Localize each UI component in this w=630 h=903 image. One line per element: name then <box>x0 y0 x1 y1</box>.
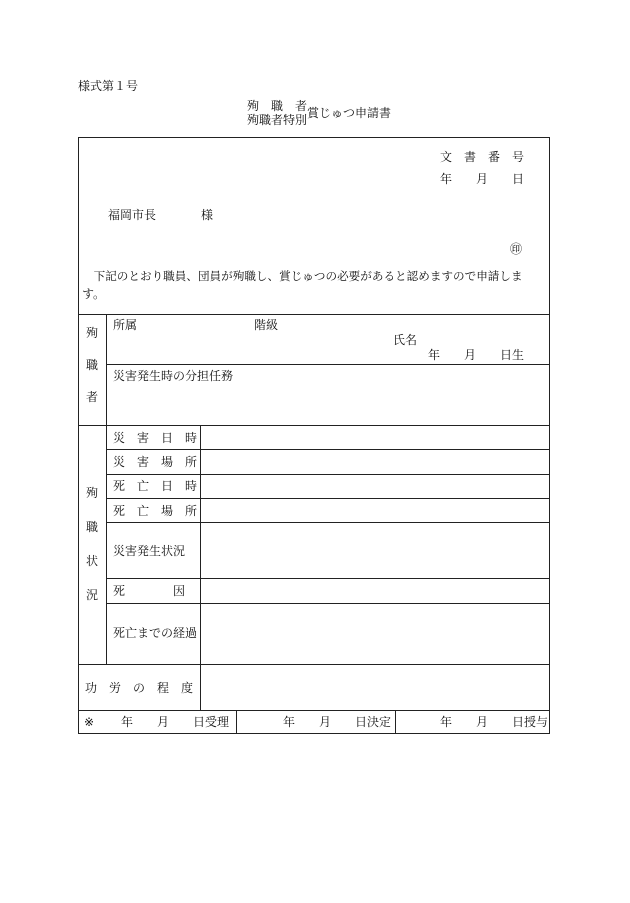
disaster-situation-label: 災害発生状況 <box>113 544 186 558</box>
form-number: 様式第１号 <box>78 79 139 93</box>
deceased-char-2: 職 <box>85 358 98 372</box>
disaster-situation-field[interactable] <box>202 524 548 577</box>
progress-until-death-field[interactable] <box>202 605 548 663</box>
deceased-section-label <box>80 327 104 403</box>
disaster-place-field[interactable] <box>202 451 548 472</box>
death-datetime-field[interactable] <box>202 476 548 497</box>
death-datetime-label: 死 亡 日 時 <box>113 479 198 493</box>
addressee-honorific: 様 <box>201 208 214 222</box>
deceased-char-1: 殉 <box>85 326 98 340</box>
title-line-1: 殉 職 者 <box>247 99 308 113</box>
statement-line-1: 下記のとおり職員、団員が殉職し、賞じゅつの必要があると認めますので申請しま <box>82 269 523 283</box>
disaster-datetime-field[interactable] <box>202 427 548 448</box>
cause-of-death-label: 死 因 <box>113 584 186 598</box>
name-label: 氏名 <box>393 333 418 347</box>
birth-date-label: 年 月 日生 <box>428 348 525 362</box>
situation-char-2: 職 <box>85 520 98 534</box>
duty-label: 災害発生時の分担任務 <box>113 369 234 383</box>
affiliation-label: 所属 <box>113 318 138 332</box>
situation-section-label <box>80 487 104 601</box>
title-suffix: 賞じゅつ申請書 <box>307 106 392 120</box>
addressee: 福岡市長 <box>108 208 157 222</box>
rank-label: 階級 <box>254 318 279 332</box>
document-number-label: 文 書 番 号 <box>440 150 525 164</box>
death-place-field[interactable] <box>202 500 548 521</box>
progress-until-death-label: 死亡までの経過 <box>113 626 198 640</box>
situation-char-4: 況 <box>85 588 98 602</box>
document-date-label: 年 月 日 <box>440 172 525 186</box>
situation-char-3: 状 <box>85 554 98 568</box>
affiliation-field[interactable] <box>140 318 250 332</box>
disaster-place-label: 災 害 場 所 <box>113 455 198 469</box>
received-date: 年 月 日受理 <box>121 715 230 729</box>
decided-date: 年 月 日決定 <box>283 715 392 729</box>
cause-of-death-field[interactable] <box>202 580 548 602</box>
title-line-2: 殉職者特別 <box>247 113 308 127</box>
deceased-char-3: 者 <box>85 390 98 404</box>
office-use-mark: ※ <box>84 715 95 729</box>
death-place-label: 死 亡 場 所 <box>113 504 198 518</box>
seal-mark: ㊞ <box>510 242 523 256</box>
awarded-date: 年 月 日授与 <box>440 715 549 729</box>
situation-char-1: 殉 <box>85 486 98 500</box>
merit-label: 功 労 の 程 度 <box>85 681 194 695</box>
merit-field[interactable] <box>202 666 548 709</box>
disaster-datetime-label: 災 害 日 時 <box>113 431 198 445</box>
statement-line-2: す。 <box>82 287 106 301</box>
